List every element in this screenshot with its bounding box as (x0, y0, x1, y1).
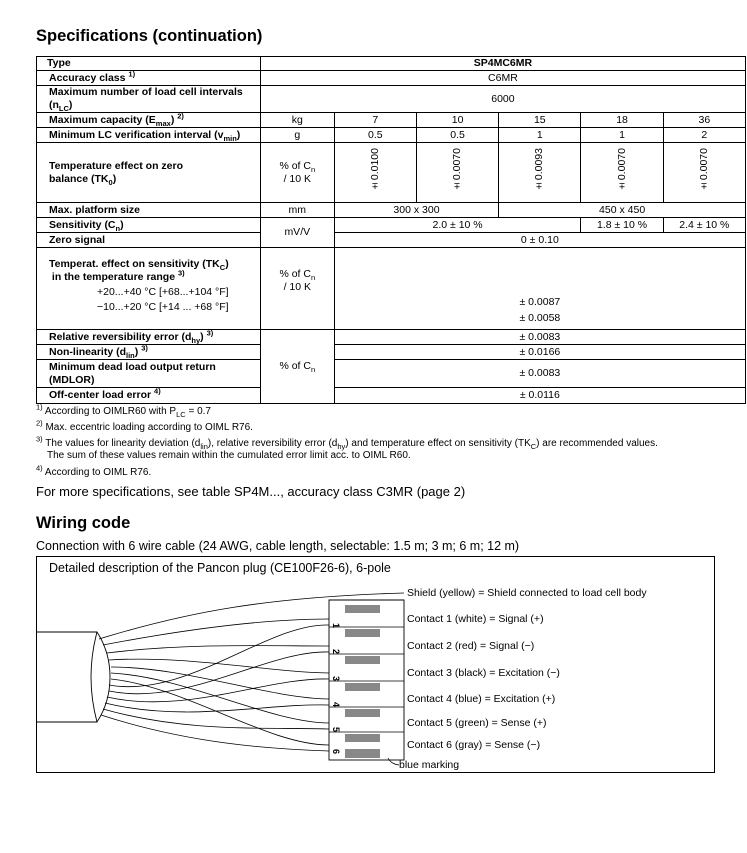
vmin-value: 2 (663, 128, 745, 143)
pin-number: 2 (331, 649, 341, 655)
row-type (37, 57, 746, 71)
vmin-value: 1 (581, 128, 663, 143)
more-specifications-note: For more specifications, see table SP4M..., accuracy class C3MR (page 2) (36, 484, 466, 499)
vmin-value: 1 (499, 128, 581, 143)
reversibility-label: Relative reversibility error $(d_{hy})$ $^{3)}$ (37, 330, 261, 345)
wiring-diagram-box (36, 556, 715, 773)
vmin-value: 0.5 (416, 128, 498, 143)
emax-unit: kg (260, 113, 334, 128)
footnote-4: $^{4)}$ According to OIML R76. (36, 463, 152, 478)
tk0-value: ±0.0100 (334, 143, 416, 203)
reversibility-value: ± 0.0083 (334, 330, 745, 345)
shield-label: Shield (yellow) = Shield connected to load cell body (407, 587, 647, 599)
nonlinearity-value: ± 0.0166 (334, 345, 745, 360)
emax-value: 7 (334, 113, 416, 128)
sensitivity-value: 2.4 ± 10 % (663, 218, 745, 233)
pin-number: 4 (331, 702, 341, 708)
sensitivity-label: Sensitivity $(C_n)$ (37, 218, 261, 233)
row-tkc (37, 248, 746, 330)
vmin-value: 0.5 (334, 128, 416, 143)
tkc-unit: % of $C_n$ / 10 K (260, 248, 334, 330)
tk0-value: ±0.0070 (416, 143, 498, 203)
row-vmin (37, 128, 746, 143)
row-mdlor (37, 360, 746, 388)
row-zero-signal (37, 233, 746, 248)
platform-value: 300 x 300 (334, 203, 498, 218)
sensitivity-unit: mV/V (260, 218, 334, 248)
plug-description-title: Detailed description of the Pancon plug (CE100F26-6), 6-pole (49, 561, 391, 575)
type-value: SP4MC6MR (260, 57, 745, 71)
row-sensitivity (37, 218, 746, 233)
row-offcenter (37, 388, 746, 404)
platform-unit: mm (260, 203, 334, 218)
offcenter-value: ± 0.0116 (334, 388, 745, 404)
offcenter-label: Off-center load error $^{4)}$ (37, 388, 261, 404)
tkc-values: ± 0.0087 ± 0.0058 (334, 248, 745, 330)
accuracy-label: Accuracy class $^{1)}$ (37, 71, 261, 86)
pin-number: 1 (331, 623, 341, 629)
emax-value: 10 (416, 113, 498, 128)
mdlor-label: Minimum dead load output return (MDLOR) (37, 360, 261, 388)
footnote-3: $^{3)}$ The values for linearity deviation $(d_{lin})$, relative reversibility error $(d_{hy})$ and temperature effect on sensitivity $(TK_C)$ are recommended values. The sum of these values remain within the cumulated error limit acc. to OIML R60. (36, 434, 658, 461)
platform-value: 450 x 450 (499, 203, 746, 218)
emax-label: Maximum capacity $(E_{max})$ $^{2)}$ (37, 113, 261, 128)
vmin-unit: g (260, 128, 334, 143)
percent-cn-unit: % of $C_n$ (260, 330, 334, 404)
tk0-value: ±0.0070 (663, 143, 745, 203)
contact-1-label: Contact 1 (white) = Signal (+) (407, 613, 544, 625)
mdlor-value: ± 0.0083 (334, 360, 745, 388)
row-platform (37, 203, 746, 218)
emax-value: 36 (663, 113, 745, 128)
footnote-1: $^{1)}$ According to OIMLR60 with $P_{LC} = 0.7$ (36, 402, 211, 419)
row-nonlinearity (37, 345, 746, 360)
sensitivity-value: 1.8 ± 10 % (581, 218, 663, 233)
contact-2-label: Contact 2 (red) = Signal (−) (407, 640, 535, 652)
emax-value: 15 (499, 113, 581, 128)
tk0-label: Temperature effect on zero balance $(TK_0)$ (37, 143, 261, 203)
blue-marking-label: blue marking (399, 759, 460, 771)
emax-value: 18 (581, 113, 663, 128)
nlc-value: 6000 (260, 86, 745, 113)
wiring-code-heading: Wiring code (36, 514, 131, 532)
pin-number: 5 (331, 727, 341, 733)
tk0-value: ±0.0070 (581, 143, 663, 203)
contact-3-label: Contact 3 (black) = Excitation (−) (407, 667, 560, 679)
zero-signal-value: 0 ± 0.10 (334, 233, 745, 248)
contact-6-label: Contact 6 (gray) = Sense (−) (407, 739, 541, 751)
connection-description: Connection with 6 wire cable (24 AWG, cable length, selectable: 1.5 m; 3 m; 6 m; 12 m) (36, 539, 520, 553)
vmin-label: Minimum LC verification interval $(v_{min})$ (37, 128, 261, 143)
pin-number: 3 (331, 676, 341, 682)
row-tk0 (37, 143, 746, 203)
row-emax (37, 113, 746, 128)
sensitivity-value: 2.0 ± 10 % (334, 218, 581, 233)
tk0-unit: % of $C_n$ / 10 K (260, 143, 334, 203)
row-accuracy (37, 71, 746, 86)
type-label: Type (37, 57, 261, 71)
specifications-table (36, 56, 746, 404)
contact-5-label: Contact 5 (green) = Sense (+) (407, 717, 547, 729)
tk0-value: ±0.0093 (499, 143, 581, 203)
zero-signal-label: Zero signal (37, 233, 261, 248)
nonlinearity-label: Non-linearity $(d_{lin})$ $^{3)}$ (37, 345, 261, 360)
platform-label: Max. platform size (37, 203, 261, 218)
tkc-label: Temperat. effect on sensitivity $(TK_C)$ in the temperature range $^{3)}$ +20...+40 °C [+68...+104 °F] −10...+20 °C [+14 ... +68 °F] (37, 248, 261, 330)
footnote-2: $^{2)}$ Max. eccentric loading according to OIML R76. (36, 418, 253, 433)
row-nlc (37, 86, 746, 113)
cable-sheath (37, 632, 110, 722)
contact-4-label: Contact 4 (blue) = Excitation (+) (407, 693, 556, 705)
pancon-plug (329, 600, 404, 765)
nlc-label: Maximum number of load cell intervals $(n_{LC})$ (37, 86, 261, 113)
pin-number: 6 (331, 749, 341, 755)
accuracy-value: C6MR (260, 71, 745, 86)
page-title: Specifications (continuation) (36, 27, 263, 45)
